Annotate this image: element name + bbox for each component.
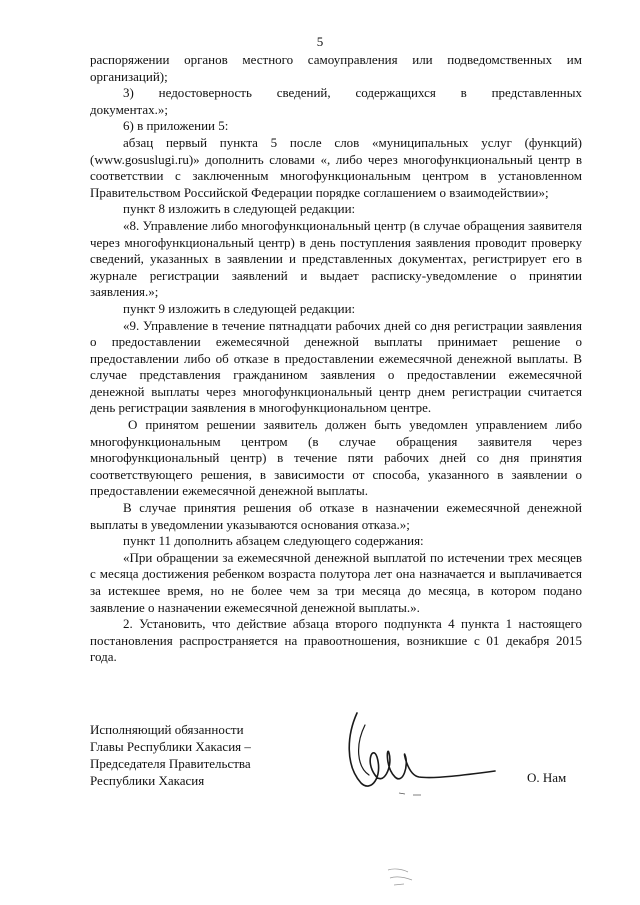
signatory-title-line: Председателя Правительства [90,756,251,771]
signer-name: О. Нам [527,770,567,785]
paragraph: пункт 8 изложить в следующей редакции: [123,201,356,217]
paragraph: 3) недостоверность сведений, содержащихся в представленных [123,85,582,101]
paragraph: «8. Управление либо многофункциональный центр (в случае обращения заявителя через многофункциональный центр) в день поступления заявления проводит проверку сведений, указанных в заявлении и представленных документах, регистрирует его в журнале регистрации заявлений и выдает расписку-уведомление о принятии заявления.»; [90,217,582,300]
paragraph: пункт 11 дополнить абзацем следующего содержания: [123,533,424,549]
paragraph: распоряжении органов местного самоуправления или подведомственных им [90,52,582,67]
paragraph: О принятом решении заявитель должен быть уведомлен управлением либо многофункциональным центром (в случае обращения заявителя через многофункциональный центр) в течение пяти рабочих дней со дня принятия соответствующего решения, в зависимости от способа, указанного в заявлении о предоставлении ежемесячной денежной выплаты. [90,417,582,499]
signatory-title-line: Республики Хакасия [90,773,205,788]
scan-artifact [384,866,418,888]
signatory-title-line: Главы Республики Хакасия – [90,739,251,754]
paragraph: абзац первый пункта 5 после слов «муниципальных услуг (функций) (www.gosuslugi.ru)» дополнить словами «, либо через многофункциональный центр в соответствии с заключенным многофункциональным центром в установленном Правительством Российской Федерации порядке соглашением о взаимодействии»; [90,134,582,200]
paragraph: организаций); [90,68,168,84]
paragraph: «При обращении за ежемесячной денежной выплатой по истечении трех месяцев с месяца достижения ребенком возраста полутора лет она назначается и выплачивается за истекшее время, но не более чем за три месяца до месяца, в котором подано заявление о назначении ежемесячной денежной выплаты.». [90,549,582,615]
document-body [90,52,582,666]
handwritten-signature [335,705,500,800]
paragraph: «9. Управление в течение пятнадцати рабочих дней со дня регистрации заявления о предоставлении ежемесячной денежной выплаты принимает решение о предоставлении либо об отказе в предоставлении ежемесячной денежной выплаты. В случае представления гражданином заявления о предоставлении ежемесячной денежной выплаты через многофункциональный центр днем регистрации считается день регистрации заявления в многофункциональном центре. [90,317,582,416]
paragraph: 2. Установить, что действие абзаца второго подпункта 4 пункта 1 настоящего постановления распространяется на правоотношения, возникшие с 01 декабря 2015 года. [90,616,582,665]
page-number: 5 [316,34,324,49]
paragraph: В случае принятия решения об отказе в назначении ежемесячной денежной выплаты в уведомлении указываются основания отказа.»; [90,500,582,532]
paragraph: 6) в приложении 5: [123,118,229,134]
paragraph: документах.»; [90,101,168,117]
signatory-title-line: Исполняющий обязанности [90,722,244,737]
paragraph: пункт 9 изложить в следующей редакции: [123,300,356,316]
signatory-title [90,721,251,789]
